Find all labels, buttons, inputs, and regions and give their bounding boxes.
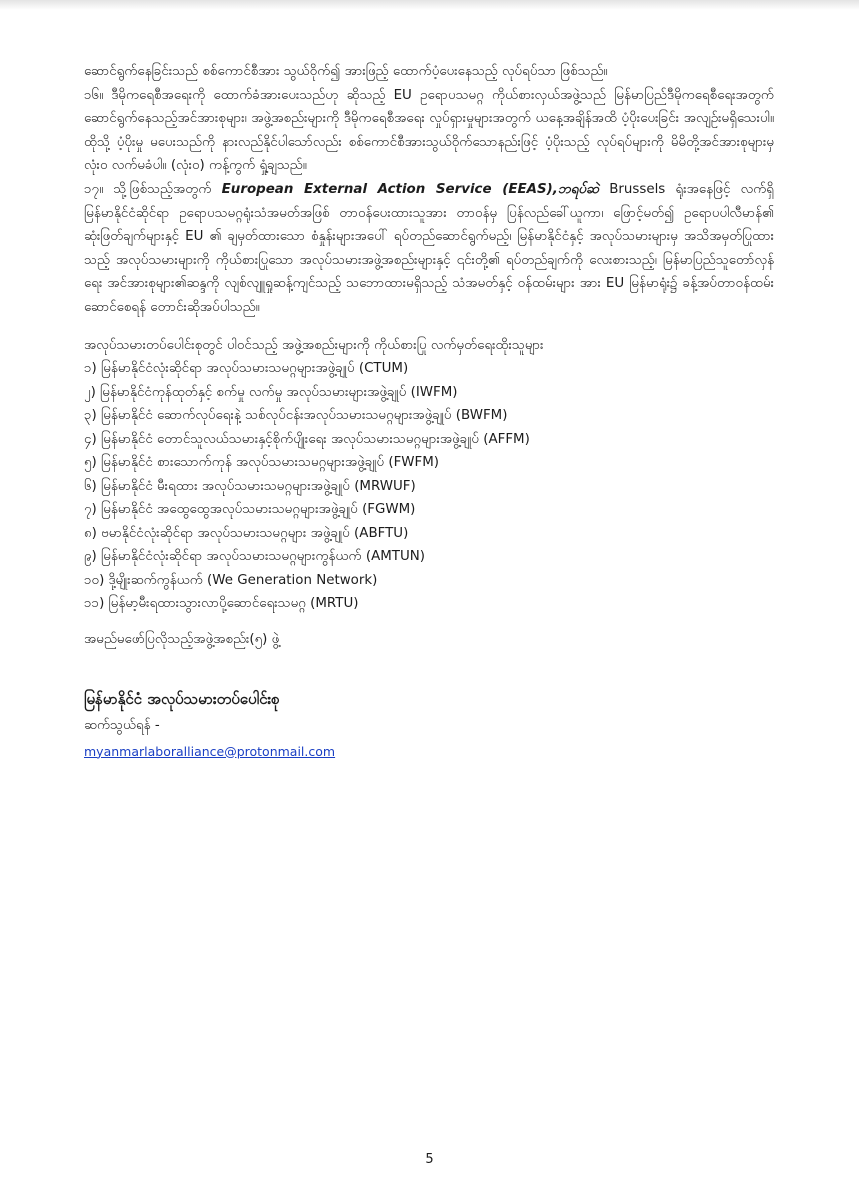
page-number: 5 [425, 1152, 434, 1167]
paragraph-17-prefix: ၁၇။ သို့ဖြစ်သည့်အတွက် [84, 181, 222, 197]
eeas-name: European External Action Service (EEAS),ဘရပ်ဆဲ [221, 181, 599, 197]
document-body [84, 60, 774, 764]
organization-item: ၄) မြန်မာနိုင်ငံ တောင်သူလယ်သမားနှင့်စိုက်ပျိုးရေး အလုပ်သမားသမဂ္ဂများအဖွဲ့ချုပ် (AFFM) [84, 431, 530, 447]
contact-email-link[interactable]: myanmarlaboralliance@protonmail.com [84, 743, 336, 759]
organization-item: ၉) မြန်မာနိုင်ငံလုံးဆိုင်ရာ အလုပ်သမားသမဂ္ဂများကွန်ယက် (AMTUN) [84, 549, 426, 565]
intro-continuation-paragraph: ဆောင်ရွက်နေခြင်းသည် စစ်ကောင်စီအား သွယ်ဝိုက်၍ အားဖြည့် ထောက်ပံ့ပေးနေသည့် လုပ်ရပ်သာ ဖြစ်သည်။ [84, 64, 608, 79]
contact-label: ဆက်သွယ်ရန် - [84, 717, 160, 733]
organization-item: ၅) မြန်မာနိုင်ငံ စားသောက်ကုန် အလုပ်သမားသမဂ္ဂများအဖွဲ့ချုပ် (FWFM) [84, 455, 440, 471]
organization-list [84, 357, 774, 616]
organization-item: ၆) မြန်မာနိုင်ငံ မီးရထား အလုပ်သမားသမဂ္ဂများအဖွဲ့ချုပ် (MRWUF) [84, 478, 416, 494]
paragraph-16: ၁၆။ ဒီမိုကရေစီအရေးကို ထောက်ခံအားပေးသည်ဟု ဆိုသည့် EU ဥရောပသမဂ္ဂ ကိုယ်စားလှယ်အဖွဲ့သည် မြန်မာပြည်ဒီမိုကရေစီရေးအတွက် ဆောင်ရွက်နေသည့်အင်အားစုများ၊ အဖွဲ့အစည်းများကို ဒီမိုကရေစီအရေး လှုပ်ရှားမှုများအတွက် ယနေ့အချိန်အထိ ပံ့ပိုးပေးခြင်း အလျဉ်းမရှိသေးပါ။ ထိုသို့ ပံ့ပိုးမှု မပေးသည်ကို နားလည်နိုင်ပါသော်လည်း စစ်ကောင်စီအားသွယ်ဝိုက်သောနည်းဖြင့် ပံ့ပိုးသည့် လုပ်ရပ်များကို မိမိတို့အင်အားစုများမှ လုံးဝ လက်မခံပါ။ (လုံးဝ) ကန့်ကွက် ရှုံ့ချသည်။ [84, 87, 774, 174]
organization-item: ၃) မြန်မာနိုင်ငံ ဆောက်လုပ်ရေးနဲ့ သစ်လုပ်ငန်းအလုပ်သမားသမဂ္ဂများအဖွဲ့ချုပ် (BWFM) [84, 408, 508, 424]
paragraph-17 [84, 178, 774, 320]
organization-item: ၇) မြန်မာနိုင်ငံ အထွေထွေအလုပ်သမားသမဂ္ဂများအဖွဲ့ချုပ် (FGWM) [84, 502, 416, 518]
signature-org-name: မြန်မာနိုင်ငံ အလုပ်သမားတပ်ပေါင်းစု [84, 689, 280, 708]
organization-item: ၈) ဗမာနိုင်ငံလုံးဆိုင်ရာ အလုပ်သမားသမဂ္ဂများ အဖွဲ့ချုပ် (ABFTU) [84, 525, 409, 541]
organization-item: ၁၀) ဒို့မျိုးဆက်ကွန်ယက် (We Generation Network) [84, 572, 378, 588]
organization-item: ၂) မြန်မာနိုင်ငံကုန်ထုတ်နှင့် စက်မှု လက်မှု အလုပ်သမားများအဖွဲ့ချုပ် (IWFM) [84, 384, 458, 400]
page-top-edge [0, 0, 859, 10]
organization-item: ၁) မြန်မာနိုင်ငံလုံးဆိုင်ရာ အလုပ်သမားသမဂ္ဂများအဖွဲ့ချုပ် (CTUM) [84, 361, 409, 377]
organization-item: ၁၁) မြန်မာ့မီးရထားသွားလာပို့ဆောင်ရေးသမဂ္ဂ (MRTU) [84, 596, 359, 612]
paragraph-17-body: Brussels ရုံးအနေဖြင့် လက်ရှိ မြန်မာနိုင်ငံဆိုင်ရာ ဥရောပသမဂ္ဂရုံးသံအမတ်အဖြစ် တာဝန်ပေးထားသူအား တာဝန်မှ ပြန်လည်ခေါ်ယူကာ၊ ဖြောင့်မတ်၍ ဥရောပပါလီမာန်၏ ဆုံးဖြတ်ချက်များနှင့် EU ၏ ချမှတ်ထားသော စံနှုန်းများအပေါ် ရပ်တည်ဆောင်ရွက်မည့်၊ မြန်မာနိုင်ငံနှင့် အလုပ်သမားများမှ အသိအမှတ်ပြုထားသည့် အလုပ်သမားများကို ကိုယ်စားပြုသော အလုပ်သမားအဖွဲ့အစည်းများနှင့် ၎င်းတို့၏ ရပ်တည်ချက်ကို လေးစားသည့်၊ မြန်မာပြည်သူတော်လှန်ရေး အင်အားစုများ၏ဆန္ဒကို လျစ်လျူရှုဆန့်ကျင်သည့် သဘောထားမရှိသည့် သံအမတ်နှင့် ဝန်ထမ်းများ အား EU မြန်မာရုံး၌ ခန့်အပ်တာဝန်ထမ်းဆောင်စေရန် တောင်းဆိုအပ်ပါသည်။ [84, 181, 774, 315]
signatories-intro: အလုပ်သမားတပ်ပေါင်းစုတွင် ပါဝင်သည့် အဖွဲ့အစည်းများကို ကိုယ်စားပြု လက်မှတ်ရေးထိုးသူများ [84, 337, 544, 353]
unnamed-organizations-note: အမည်မဖော်ပြလိုသည့်အဖွဲ့အစည်း(၅) ဖွဲ့ [84, 631, 280, 647]
